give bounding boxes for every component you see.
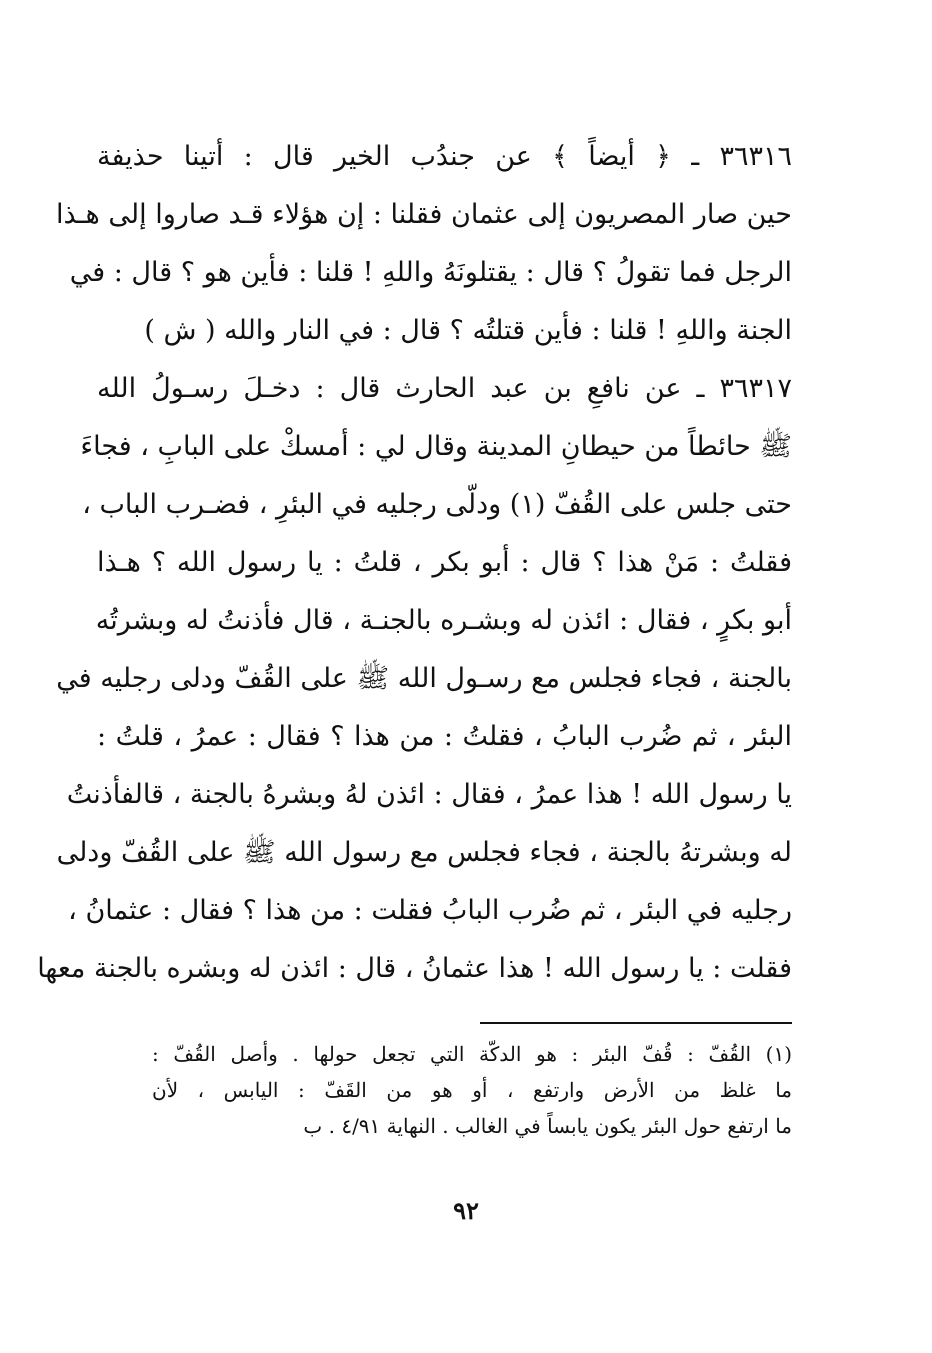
text-line-10: بالجنة ، فجاء فجلس مع رسـول الله ﷺ على القُفّ ودلى رجليه في xyxy=(56,663,792,694)
text-line-15: فقلت : يا رسول الله ! هذا عثمانُ ، قال : ائذن له وبشره بالجنة معها xyxy=(37,953,792,984)
text-line-2: حين صار المصريون إلى عثمان فقلنا : إن هؤلاء قـد صاروا إلى هـذا xyxy=(55,199,792,230)
text-line-1: ٣٦٣١٦ ـ ﴿ أيضاً ﴾ عن جندُب الخير قال : أتينا حذيفة xyxy=(97,141,792,172)
text-line-3: الرجل فما تقولُ ؟ قال : يقتلونَهُ واللهِ ! قلنا : فأين هو ؟ قال : في xyxy=(69,257,792,288)
text-line-5: ٣٦٣١٧ ـ عن نافعِ بن عبد الحارث قال : دخـلَ رسـولُ الله xyxy=(97,373,792,404)
text-line-13: له وبشرتهُ بالجنة ، فجاء فجلس مع رسول الله ﷺ على القُفّ ودلى xyxy=(56,837,792,868)
text-line-11: البئر ، ثم ضُرب البابُ ، فقلتُ : من هذا ؟ فقال : عمرُ ، قلتُ : xyxy=(97,721,792,752)
text-line-4: الجنة واللهِ ! قلنا : فأين قتلتُه ؟ قال : في النار والله ( ش ) xyxy=(144,315,792,346)
main-text xyxy=(37,128,792,998)
footnote-line-1: (١) القُفّ : قُفّ البئر : هو الدكّة التي تجعل حولها . وأصل القُفّ : xyxy=(152,1042,792,1066)
footnote-separator xyxy=(480,1022,792,1024)
text-line-6: ﷺ حائطاً من حيطانِ المدينة وقال لي : أمسكْ على البابِ ، فجاءَ xyxy=(80,431,792,462)
text-line-14: رجليه في البئر ، ثم ضُرب البابُ فقلت : من هذا ؟ فقال : عثمانُ ، xyxy=(68,895,792,926)
footnote-line-3: ما ارتفع حول البئر يكون يابساً في الغالب . النهاية ٤/٩١ . ب xyxy=(303,1114,792,1138)
text-line-8: فقلتُ : مَنْ هذا ؟ قال : أبو بكر ، قلتُ : يا رسول الله ؟ هـذا xyxy=(97,547,792,578)
footnote-line-2: ما غلظ من الأرض وارتفع ، أو هو من القَفّ : اليابس ، لأن xyxy=(152,1078,792,1102)
text-line-12: يا رسول الله ! هذا عمرُ ، فقال : ائذن لهُ وبشرهُ بالجنة ، قالفأذنتُ xyxy=(66,779,792,810)
text-line-9: أبو بكرٍ ، فقال : ائذن له وبشـره بالجنـة ، قال فأذنتُ له وبشرتُه xyxy=(95,605,792,636)
page-number: ٩٢ xyxy=(453,1196,479,1225)
footnotes xyxy=(152,1036,792,1144)
text-line-7: حتى جلس على القُفّ (١) ودلّى رجليه في البئرِ ، فضـرب الباب ، xyxy=(82,489,792,520)
